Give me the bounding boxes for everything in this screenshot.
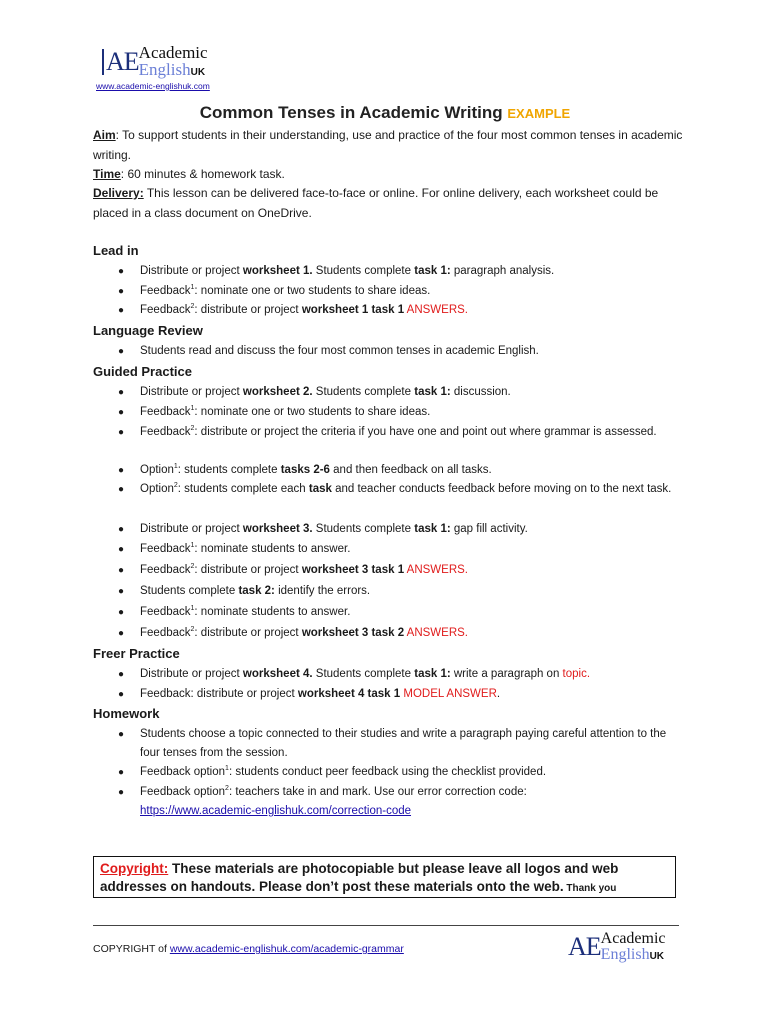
aim-paragraph — [93, 126, 683, 165]
logo-word-uk: UK — [649, 951, 665, 962]
bullet-icon: ● — [118, 787, 125, 798]
bullet-icon: ● — [118, 669, 125, 680]
bullet-icon: ● — [118, 286, 125, 297]
aim-label: Aim — [93, 128, 116, 142]
bullet-icon: ● — [118, 484, 125, 495]
logo-word-english: English — [138, 60, 191, 79]
logo-url-link[interactable]: www.academic-englishuk.com — [96, 81, 210, 91]
section-lead-in: Lead in — [93, 243, 139, 258]
bullet-icon: ● — [118, 565, 125, 576]
section-guided-practice: Guided Practice — [93, 364, 192, 379]
section-homework: Homework — [93, 706, 160, 721]
bullet-icon: ● — [118, 465, 125, 476]
academic-english-logo — [102, 44, 208, 79]
bullet-icon: ● — [118, 689, 125, 700]
delivery-label: Delivery: — [93, 186, 144, 200]
bullet-icon: ● — [118, 544, 125, 555]
logo-word-uk: UK — [190, 67, 206, 78]
correction-code-link[interactable]: https://www.academic-englishuk.com/correction-code — [140, 805, 412, 817]
time-label: Time — [93, 167, 121, 181]
bullet-icon: ● — [118, 407, 125, 418]
section-language-review: Language Review — [93, 323, 203, 338]
bullet-icon: ● — [118, 346, 125, 357]
footer-divider — [93, 925, 679, 926]
logo-words — [139, 44, 208, 79]
academic-english-logo-footer — [568, 931, 666, 963]
logo-word-english: English — [600, 946, 650, 963]
title-main: Common Tenses in Academic Writing — [199, 103, 503, 122]
logo-bar — [102, 49, 104, 75]
bullet-icon: ● — [118, 524, 125, 535]
logo-word-academic: Academic — [138, 43, 208, 62]
time-text: : 60 minutes & homework task. — [120, 167, 285, 181]
title-example-tag: EXAMPLE — [507, 106, 571, 121]
document-title — [0, 103, 770, 123]
bullet-icon: ● — [118, 607, 125, 618]
bullet-icon: ● — [118, 305, 125, 316]
logo-word-academic: Academic — [600, 930, 666, 947]
bullet-icon: ● — [118, 586, 125, 597]
logo-ae-mark: AE — [568, 932, 601, 961]
footer-copyright — [93, 943, 404, 955]
bullet-icon: ● — [118, 767, 125, 778]
copyright-title: Copyright: — [100, 861, 169, 876]
logo-words — [601, 931, 666, 963]
bullet-icon: ● — [118, 628, 125, 639]
time-paragraph — [93, 165, 683, 185]
footer-prefix: COPYRIGHT of — [93, 943, 170, 955]
aim-text: : To support students in their understanding, use and practice of the four most common tenses in academic writing. — [93, 128, 683, 162]
section-freer-practice: Freer Practice — [93, 646, 180, 661]
bullet-icon: ● — [118, 729, 125, 740]
delivery-text: This lesson can be delivered face-to-face or online. For online delivery, each worksheet could be placed in a class document on OneDrive. — [93, 186, 659, 220]
footer-grammar-link[interactable]: www.academic-englishuk.com/academic-grammar — [169, 943, 404, 955]
copyright-thanks: Thank you — [563, 883, 617, 894]
bullet-icon: ● — [118, 266, 125, 277]
bullet-icon: ● — [118, 427, 125, 438]
logo-ae-mark: AE — [106, 46, 139, 76]
copyright-notice-box — [93, 856, 676, 898]
delivery-paragraph — [93, 184, 683, 223]
copyright-text: These materials are photocopiable but please leave all logos and web addresses on handouts. Please don’t post these materials onto the web. — [100, 861, 619, 894]
bullet-icon: ● — [118, 387, 125, 398]
